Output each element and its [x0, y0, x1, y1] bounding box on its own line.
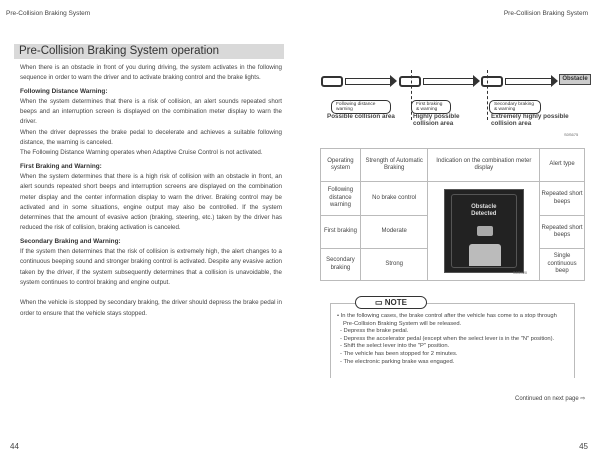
note-intro: In the following cases, the brake control after the vehicle has come to a stop through Pre-Collision Braking System will be released. — [340, 313, 557, 327]
paragraph: When the driver depresses the brake pedal to decelerate and achieves a suitable following distance, the warning is canceled. — [20, 128, 282, 147]
car-icon — [477, 226, 493, 236]
system-cell: First braking — [321, 216, 361, 249]
page-number-right: 45 — [579, 442, 588, 451]
paragraph: If the system then determines that the risk of collision is extremely high, the alert changes to a continuous beeping sound and stronger braking control is activated. Despite any evasive action taken by the driver, if the system subsequently determines that a collision is unavoidable, the system continues to control braking and engine output. — [20, 248, 282, 286]
system-cell: Secondary braking — [321, 249, 361, 281]
car-icon — [399, 76, 421, 87]
note-item: Depress the accelerator pedal (except when the select lever is in the "N" position). — [343, 335, 555, 342]
obstacle-box: Obstacle — [559, 74, 591, 85]
table-header-row — [321, 149, 585, 182]
paragraph: The Following Distance Warning operates when Adaptive Cruise Control is not activated. — [20, 149, 263, 157]
note-label-text: NOTE — [384, 298, 407, 307]
bubble-first: First braking & warning — [411, 100, 451, 114]
intro-text: When there is an obstacle in front of you during driving, the system activates in the following sequence in order to warn the driver and to activate braking control and the brake lights. — [20, 64, 282, 82]
section-heading: First Braking and Warning: — [20, 162, 102, 170]
area-label: Extremely highly possible collision area — [491, 113, 569, 127]
alert-cell: Single continuous beep — [540, 249, 585, 281]
figure-code: S0S420 — [512, 269, 528, 275]
note-body: • In the following cases, the brake control after the vehicle has come to a stop through Pre-Collision Braking System will be released. - Depress the brake pedal. - Depress the accelerator pedal (except when the select lever is in the "N" position). - Shift the select lever into the "P" position. - The vehicle has been stopped for 2 minutes. - The electronic parking brake was engaged. — [337, 313, 557, 365]
system-cell: Following distance warning — [321, 182, 361, 216]
meter-display-image — [444, 189, 524, 273]
running-header-right: Pre-Collision Braking System — [503, 10, 588, 17]
left-column — [20, 63, 282, 322]
column-header: Operating system — [321, 149, 361, 182]
section-title: Pre-Collision Braking System operation — [14, 44, 284, 59]
continued-label: Continued on next page ⇨ — [515, 396, 586, 402]
arrow-icon — [505, 78, 551, 85]
note-icon: ▭ — [374, 298, 385, 307]
table-row — [321, 182, 585, 216]
alert-cell: Repeated short beeps — [540, 182, 585, 216]
section-heading: Following Distance Warning: — [20, 87, 108, 95]
paragraph: When the system determines that there is a high risk of collision with an obstacle in front, an alert sounds repeated short beeps and interruption screens are displayed on the combination meter display and the center information display to warn the driver. Braking control may be activated and in some situations, engine output may also be controlled. If the system determines that the amount of evasive action (braking, steering, etc.) taken by the driver has reduced the risk of collision, braking activation is canceled. — [20, 172, 282, 232]
area-label: Possible collision area — [327, 113, 395, 120]
arrow-icon — [345, 78, 390, 85]
area-label: Highly possible collision area — [413, 113, 460, 127]
car-icon — [469, 244, 501, 266]
note-item: The electronic parking brake was engaged. — [343, 358, 455, 365]
section-heading: Secondary Braking and Warning: — [20, 237, 121, 245]
note-item: The vehicle has been stopped for 2 minutes. — [343, 350, 458, 357]
paragraph: When the system determines that there is a risk of collision, an alert sounds repeated short beeps and an interruption screen is displayed on the combination meter display to warn the driver. — [20, 97, 282, 126]
braking-table — [320, 148, 585, 281]
figure-code: S0S675 — [564, 132, 579, 137]
strength-cell: Strong — [360, 249, 428, 281]
bubble-secondary: Secondary braking & warning — [489, 100, 541, 114]
collision-diagram — [315, 70, 590, 140]
note-label — [355, 296, 427, 309]
bubble-following: Following distance warning — [331, 100, 391, 114]
column-header: Strength of Automatic Braking — [360, 149, 428, 182]
display-text: Obstacle Detected — [471, 204, 497, 217]
page-number-left: 44 — [10, 442, 19, 451]
note-item: Shift the select lever into the "P" position. — [343, 343, 450, 350]
running-header-left: Pre-Collision Braking System — [6, 10, 91, 17]
strength-cell: Moderate — [360, 216, 428, 249]
closing-text: When the vehicle is stopped by secondary braking, the driver should depress the brake pedal in order to ensure that the vehicle stays stopped. — [20, 299, 282, 317]
car-icon — [481, 76, 503, 87]
display-cell — [428, 182, 540, 281]
alert-cell: Repeated short beeps — [540, 216, 585, 249]
note-item: Depress the brake pedal. — [343, 328, 409, 335]
car-icon — [321, 76, 343, 87]
column-header: Indication on the combination meter display — [428, 149, 540, 182]
column-header: Alert type — [540, 149, 585, 182]
arrow-icon — [423, 78, 473, 85]
strength-cell: No brake control — [360, 182, 428, 216]
